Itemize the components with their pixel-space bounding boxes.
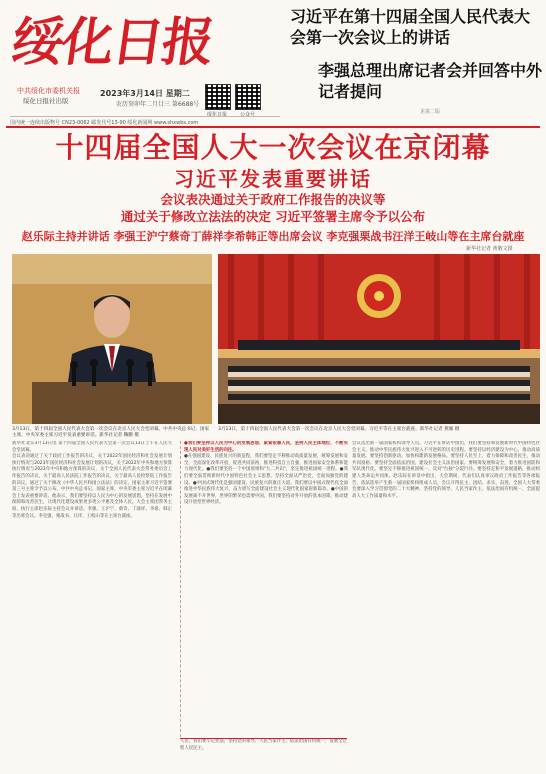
top-headline-speech[interactable]: 习近平在第十四届全国人民代表大会第一次会议上的讲话 [290, 7, 531, 47]
photo-caption: 3月13日，第十四届全国人民代表大会第一次会议在北京人民大会堂闭幕。中共中央总书记、国家主席、中央军委主席习近平发表重要讲话。新华社记者 鞠鹏 摄 [12, 427, 210, 438]
subheadline: 习近平发表重要讲话 [174, 167, 372, 191]
page-reference: 见第二版 [420, 109, 441, 115]
article-column: 会议选出新一届国家机构领导人员。习近平在讲话中指出，我们要坚持和发展新时代中国特色社会主义，推动中华民族伟大复兴进入不可逆转的历史进程。要坚持以经济建设为中心，推动高质量发展。要坚持创新驱动，加快构建新发展格局。要坚持人民至上，着力保障和改善民生，推动共同富裕。要坚持全面依法治国，建设社会主义法治国家。要统筹发展和安全，着力推进国防和军队现代化。要坚定不移推进祖国统一，反对"台独"分裂行径。要坚持走和平发展道路，推动构建人类命运共同体。赵乐际在讲话中指出，大会期间，代表们认真审议政府工作报告等各项报告，依法选举产生新一届国家机构组成人员，会议开得民主、团结、求实、奋进。全国人大常委会要深入学习贯彻党的二十大精神，坚持党的领导、人民当家作主、依法治国有机统一，全面提高人大工作质量和水平。 [352, 441, 540, 499]
publisher-label-2: 绥化日报社出版 [23, 97, 69, 105]
subheadline-4: 赵乐际主持并讲话 李强王沪宁蔡奇丁薛祥李希韩正等出席会议 李克强栗战书汪洋王岐山等在主席台就座 [21, 230, 525, 243]
publication-info: 国内统一连续出版物号 CN23-0062 邮发代号13-90 绥化新闻网 www.shxwbs.com [10, 116, 280, 126]
publisher-label: 中共绥化市委机关报 [17, 87, 80, 95]
speaker-image [12, 254, 212, 424]
article-highlights [180, 441, 348, 737]
top-headline-press[interactable]: 李强总理出席记者会并回答中外记者提问 [318, 61, 543, 101]
subheadline-3: 通过关于修改立法法的决定 习近平签署主席令予以公布 [120, 209, 426, 224]
qr-code [205, 84, 231, 110]
highlight-lead: ●我们要坚持以人民为中心的发展思想，紧紧依靠人民，坚持人民主体地位，不断实现人民对美好生活的向往。 [184, 441, 348, 453]
lunar-date: 农历癸卯年二月廿三 第6688号 [116, 101, 200, 108]
qr-caption: 绥化日报 [207, 112, 228, 118]
qr-caption: 公众号 [240, 112, 256, 118]
photo-credit: 新华社记者 黄敬文摄 [466, 246, 513, 252]
article-column [12, 441, 172, 771]
photo-caption: 3月13日，第十四届全国人民代表大会第一次会议在北京人民大会堂闭幕。习近平等在主席台就座。新华社记者 燕雁 摄 [218, 427, 460, 432]
main-headline[interactable]: 十四届全国人大一次会议在京闭幕 [55, 131, 491, 164]
hall-image [218, 254, 540, 424]
photo-assembly-hall[interactable] [218, 254, 540, 424]
article-footnote: 人民，我们要牢记宪法，坚持党的领导、人民当家作主、依法治国有机统一，发展全过程人民民主。 [180, 738, 347, 773]
article-text: 会议表决通过了关于政府工作报告的决议，关于2022年国民经济和社会发展计划执行情况与2023年国民经济和社会发展计划的决议，关于2022年中央和地方预算执行情况与2023年中央和地方预算的决议，关于全国人民代表大会常务委员会工作报告的决议，关于最高人民法院工作报告的决议，关于最高人民检察院工作报告的决议，通过了关于修改《中华人民共和国立法法》的决定。国家主席习近平签署第三号主席令予以公布。中共中央总书记、国家主席、中央军委主席习近平在闭幕会上发表重要讲话。他表示，我们要坚持以人民为中心的发展思想，坚持在发展中保障和改善民生，让现代化建设成果更多更公平惠及全体人民。大会主席团常务主席、执行主席赵乐际主持会议并讲话。李强、王沪宁、蔡奇、丁薛祥、李希、韩正等出席会议。李克强、栗战书、汪洋、王岐山等在主席台就座。 [12, 454, 172, 519]
issue-date: 2023年3月14日 星期二 [100, 89, 190, 98]
qr-code [235, 84, 261, 110]
photo-speaker[interactable] [12, 254, 212, 424]
highlight-text: ●在强国建设、民族复兴的新征程，我们要坚定不移推动高质量发展，统筹发展和安全，全面深化改革开放，促进共同富裕，推进科技自立自强，推进国家安全体系和能力现代化。●我们要坚持一个中国原则和"九二共识"，坚定推进祖国统一进程。●我们要全面贯彻新时代中国特色社会主义思想，坚持全面从严治党，全面加强党的建设。●中国式现代化是强国建设、民族复兴的康庄大道。我们要以中国式现代化全面推进中华民族伟大复兴，奋力谱写全面建设社会主义现代化国家崭新篇章。●中国的发展离不开世界，世界的繁荣也需要中国。我们要坚持对外开放的基本国策，推动建设开放型世界经济。 [184, 454, 348, 506]
article-lead: 新华社北京3月13日电 第十四届全国人民代表大会第一次会议13日上午在人民大会堂闭幕。 [12, 441, 172, 453]
subheadline-2: 会议表决通过关于政府工作报告的决议等 [160, 192, 386, 207]
newspaper-logo: 绥化日报 [7, 12, 217, 73]
divider [6, 126, 540, 128]
